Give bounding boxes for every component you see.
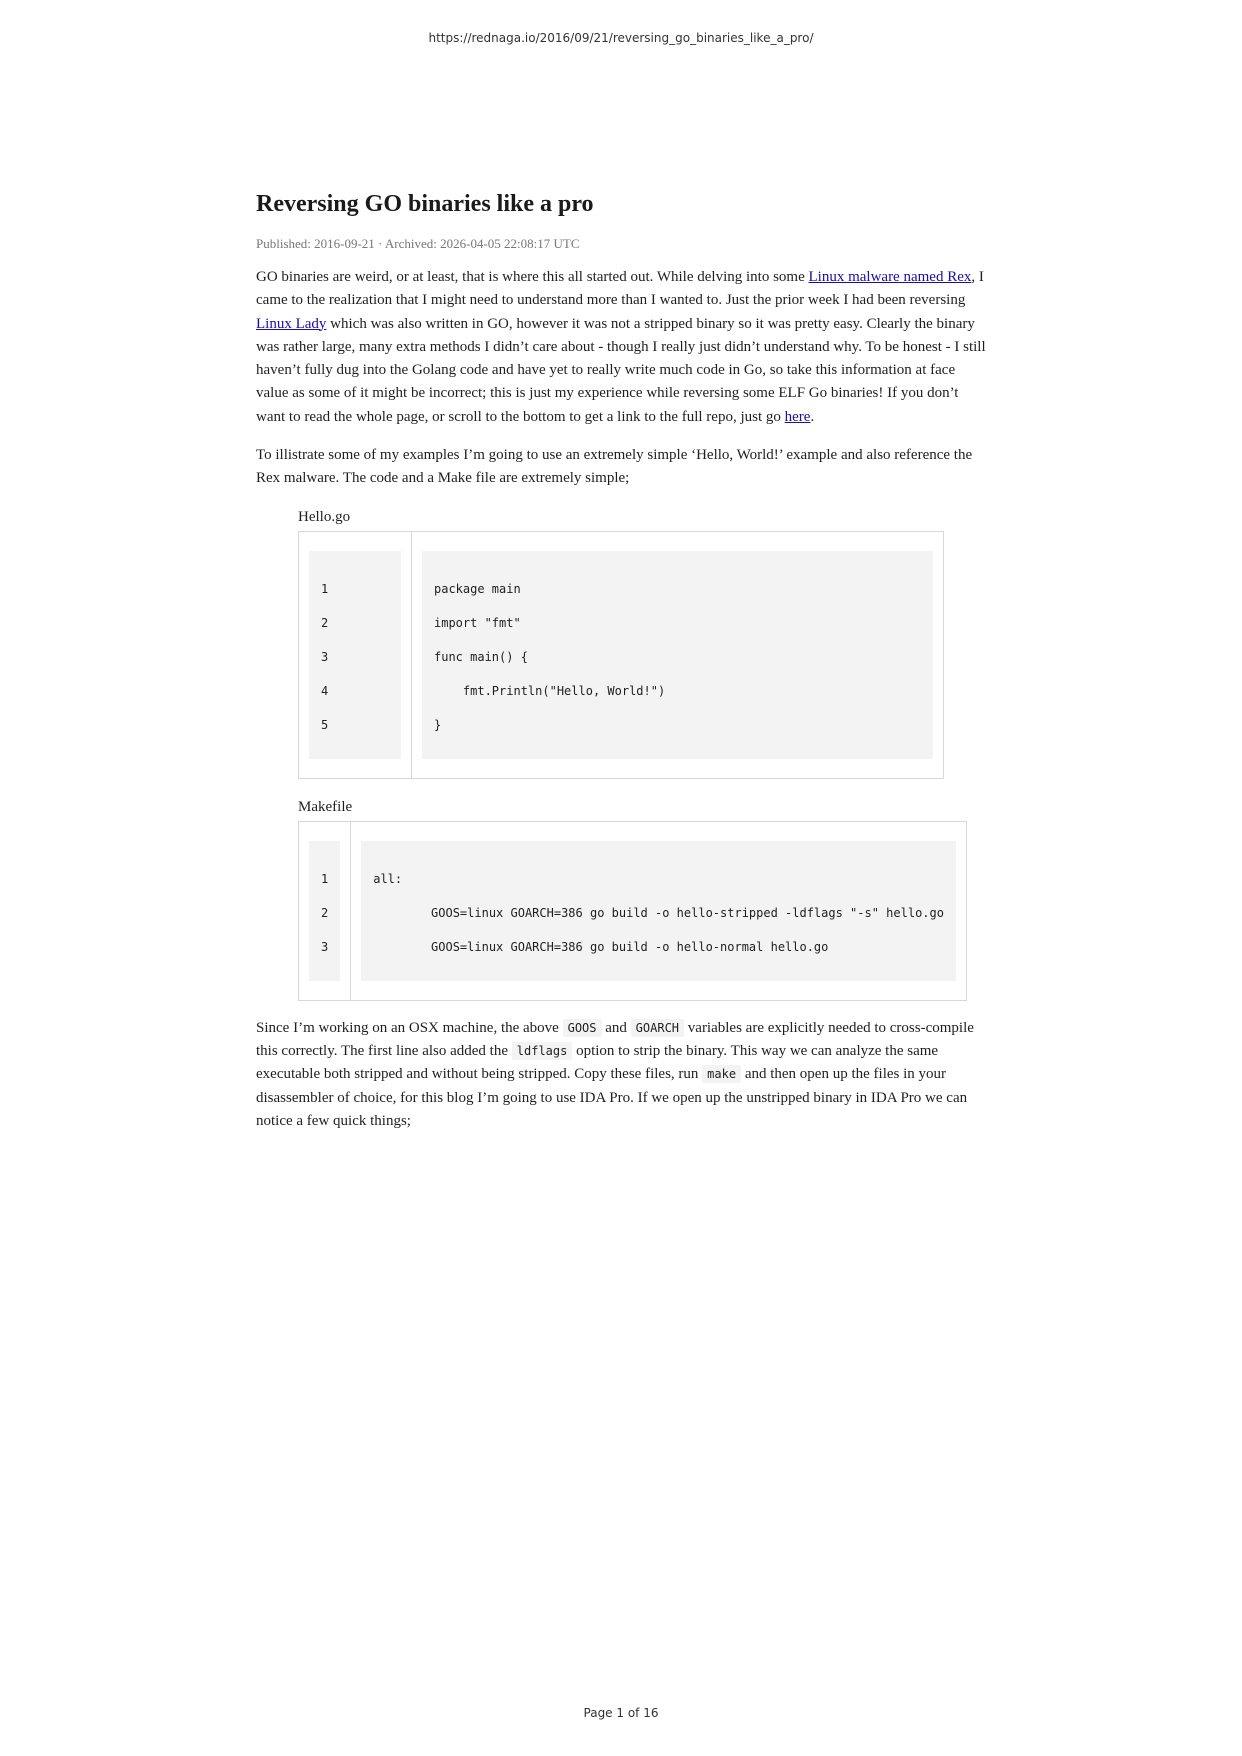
- inline-code-ldflags: ldflags: [512, 1042, 573, 1060]
- line-numbers: [309, 551, 401, 759]
- line-number: 1: [321, 871, 329, 886]
- line-number: 3: [321, 939, 329, 954]
- code-caption-hello-go: Hello.go: [298, 508, 351, 525]
- text: option to strip the binary. This way we can analyze the same executable both stripped and without being stripped. Copy these files, run: [256, 1042, 939, 1083]
- code-line: func main() {: [434, 649, 528, 664]
- text: GO binaries are weird, or at least, that is where this all started out. While delving into some: [256, 269, 809, 285]
- link-linux-lady[interactable]: Linux Lady: [256, 315, 327, 332]
- code-lines: [361, 841, 956, 981]
- page-url: https://rednaga.io/2016/09/21/reversing_go_binaries_like_a_pro/: [428, 31, 814, 45]
- line-number: 5: [321, 717, 329, 732]
- code-line: import "fmt": [434, 615, 521, 630]
- text: and: [601, 1019, 631, 1036]
- text: Since I’m working on an OSX machine, the above: [256, 1019, 563, 1036]
- code-cell: [351, 821, 967, 1000]
- line-number: 2: [321, 905, 329, 920]
- article: [256, 186, 988, 1148]
- inline-code-goarch: GOARCH: [631, 1019, 684, 1037]
- code-lines: [422, 551, 933, 759]
- paragraph-cross-compile: [256, 1017, 988, 1133]
- line-number: 3: [321, 649, 329, 664]
- article-meta: Published: 2016-09-21 · Archived: 2026-04-05 22:08:17 UTC: [256, 236, 580, 251]
- code-line: }: [434, 717, 442, 732]
- page-number: Page 1 of 16: [583, 1706, 659, 1720]
- line-number: 1: [321, 581, 329, 596]
- code-cell: [412, 531, 944, 778]
- code-line: fmt.Println("Hello, World!"): [434, 683, 666, 698]
- link-here[interactable]: here: [784, 408, 811, 425]
- text: variables are explicitly needed to cross-compile this correctly. The first line also added the: [256, 1019, 974, 1059]
- line-number: 2: [321, 615, 329, 630]
- inline-code-make: make: [702, 1065, 741, 1083]
- code-block-makefile: [298, 821, 967, 1001]
- paragraph-examples: To illistrate some of my examples I’m going to use an extremely simple ‘Hello, World!’ example and also reference the Rex malware. The code and a Make file are extremely simple;: [256, 447, 973, 487]
- line-number-gutter: [299, 531, 412, 778]
- text: .: [810, 408, 815, 425]
- inline-code-goos: GOOS: [563, 1019, 602, 1037]
- code-line: GOOS=linux GOARCH=386 go build -o hello-normal hello.go: [373, 939, 829, 954]
- text: and then open up the files in your disassembler of choice, for this blog I’m going to use IDA Pro. If we open up the unstripped binary in IDA Pro we can notice a few quick things;: [256, 1066, 968, 1129]
- line-number: 4: [321, 683, 329, 698]
- article-title: Reversing GO binaries like a pro: [256, 191, 594, 217]
- paragraph-intro: [256, 266, 988, 429]
- text: which was also written in GO, however it was not a stripped binary so it was pretty easy. Clearly the binary was rather large, many extra methods I didn’t care about - though I really just didn’t understand why. To be honest - I still haven’t fully dug into the Golang code and have yet to really write much code in Go, so take this information at face value as some of it might be incorrect; this is just my experience while reversing some ELF Go binaries! If you don’t want to read the whole page, or scroll to the bottom to get a link to the full repo, just go: [256, 315, 986, 425]
- link-linux-malware-rex[interactable]: Linux malware named Rex: [808, 269, 972, 285]
- code-block-hello-go: [298, 531, 944, 779]
- code-line: all:: [373, 871, 403, 886]
- line-number-gutter: [299, 821, 351, 1000]
- code-caption-makefile: Makefile: [298, 798, 353, 815]
- line-numbers: [309, 841, 340, 981]
- text: , I came to the realization that I might need to understand more than I wanted to. Just the prior week I had been reversing: [256, 269, 984, 309]
- code-line: package main: [434, 581, 521, 596]
- code-line: GOOS=linux GOARCH=386 go build -o hello-stripped -ldflags "-s" hello.go: [373, 905, 944, 920]
